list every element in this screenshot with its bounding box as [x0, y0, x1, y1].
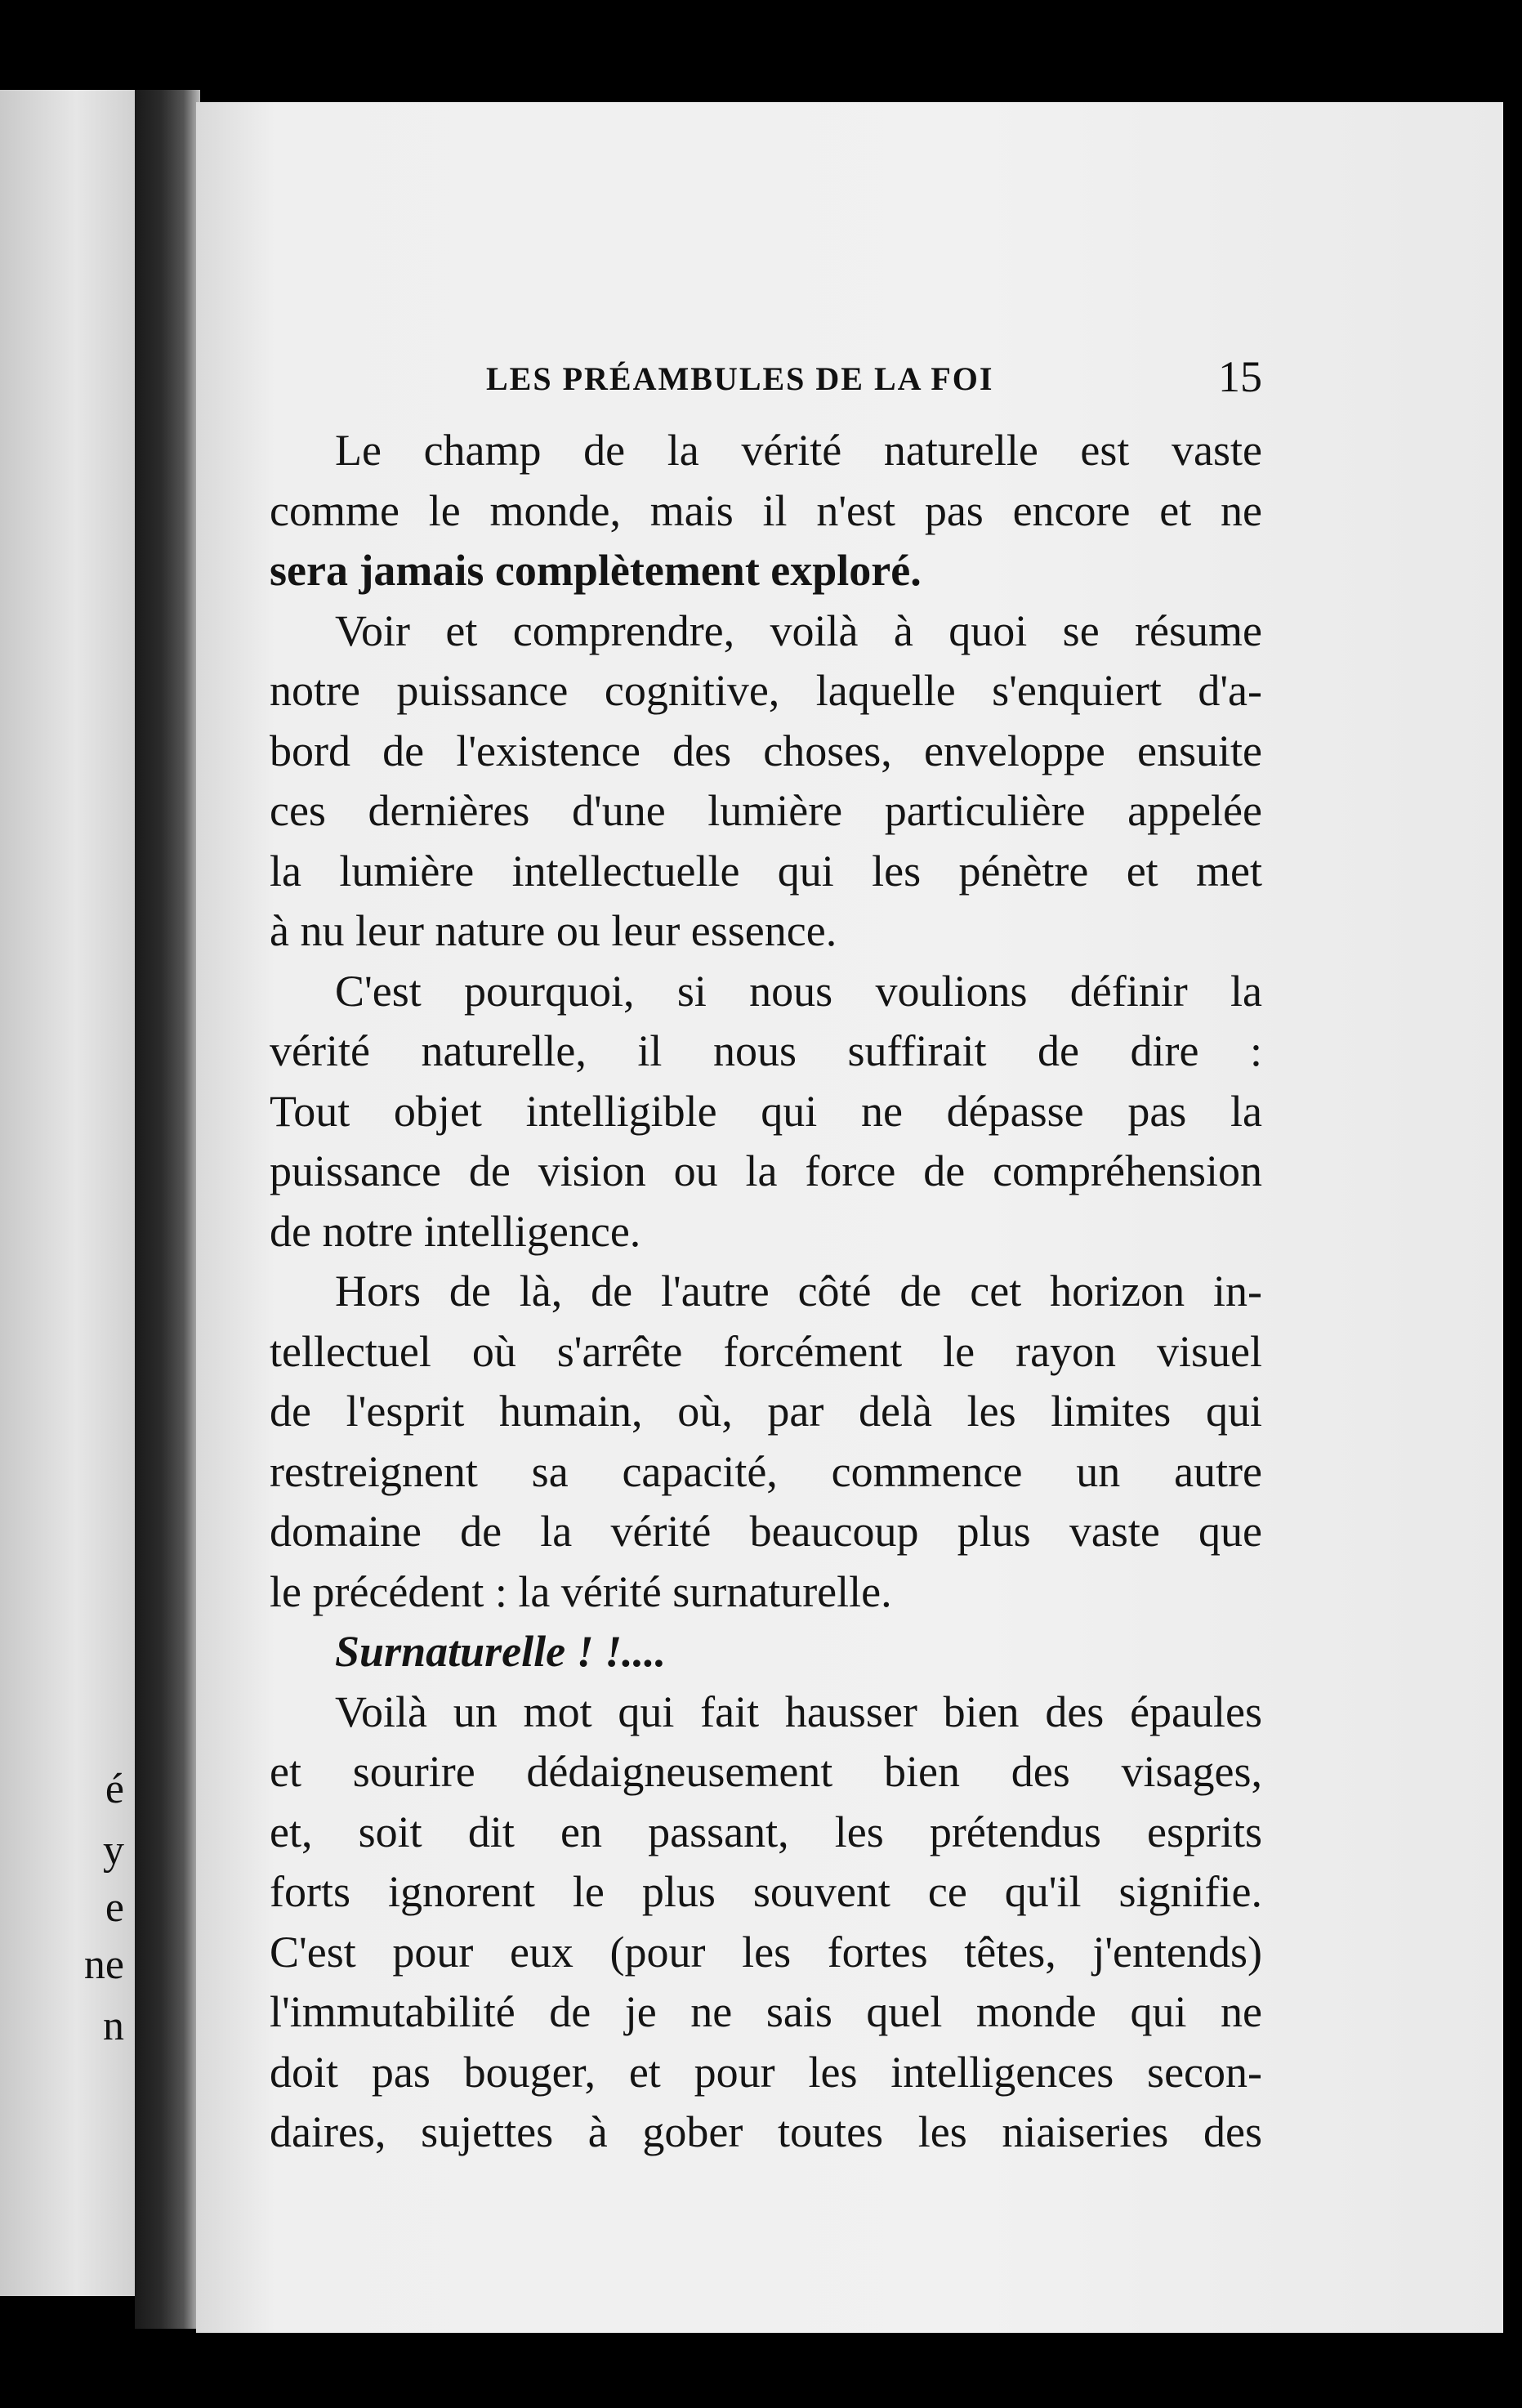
text-line: l'immutabilité de je ne sais quel monde qui ne [270, 1987, 1262, 2036]
page-header [290, 351, 1262, 417]
text-line: sera jamais complètement exploré. [270, 546, 922, 595]
facing-letter: n [103, 2003, 124, 2049]
text-line: vérité naturelle, il nous suffirait de dire : [270, 1026, 1262, 1075]
text-line: bord de l'existence des choses, enveloppe ensuite [270, 726, 1262, 775]
text-line: à nu leur nature ou leur essence. [270, 906, 837, 955]
text-line: daires, sujettes à gober toutes les niaiseries des [270, 2107, 1262, 2156]
text-line: tellectuel où s'arrête forcément le rayon visuel [270, 1326, 1262, 1376]
text-line: Surnaturelle ! !.... [335, 1627, 667, 1676]
text-line: ces dernières d'une lumière particulière appelée [270, 786, 1262, 835]
text-line: notre puissance cognitive, laquelle s'enquiert d'a- [270, 666, 1262, 715]
text-line: le précédent : la vérité surnaturelle. [270, 1566, 892, 1616]
text-line: doit pas bouger, et pour les intelligences secon- [270, 2047, 1262, 2097]
text-line: Voir et comprendre, voilà à quoi se résume [335, 605, 1262, 655]
text-line: et sourire dédaigneusement bien des visages, [270, 1747, 1262, 1796]
text-line: puissance de vision ou la force de compréhension [270, 1146, 1262, 1195]
text-line: Voilà un mot qui fait hausser bien des épaules [335, 1686, 1262, 1736]
text-line: Tout objet intelligible qui ne dépasse pas la [270, 1086, 1262, 1136]
facing-page-letters [0, 90, 139, 2296]
text-line: la lumière intellectuelle qui les pénètre et met [270, 846, 1262, 896]
text-line: Le champ de la vérité naturelle est vaste [335, 426, 1262, 475]
text-line: et, soit dit en passant, les prétendus esprits [270, 1807, 1262, 1856]
running-title: LES PRÉAMBULES DE LA FOI [486, 360, 994, 397]
text-line: de l'esprit humain, où, par delà les limites qui [270, 1387, 1262, 1436]
binding-gutter [135, 90, 200, 2329]
text-line: C'est pour eux (pour les fortes têtes, j'entends) [270, 1927, 1262, 1977]
facing-letter: é [105, 1766, 124, 1812]
text-line: forts ignorent le plus souvent ce qu'il signifie. [270, 1867, 1262, 1916]
facing-page-edge [0, 90, 139, 2296]
text-line: Hors de là, de l'autre côté de cet horizon in- [335, 1267, 1262, 1316]
facing-letter: y [103, 1827, 124, 1874]
text-line: domaine de la vérité beaucoup plus vaste que [270, 1507, 1262, 1556]
facing-letter: ne [83, 1941, 124, 1988]
body-text [270, 421, 1262, 2163]
text-line: de notre intelligence. [270, 1206, 641, 1256]
page-number: 15 [1218, 352, 1262, 401]
facing-letter: e [105, 1884, 124, 1931]
text-line: restreignent sa capacité, commence un autre [270, 1446, 1262, 1496]
text-line: C'est pourquoi, si nous voulions définir la [335, 966, 1262, 1016]
text-line: comme le monde, mais il n'est pas encore et ne [270, 485, 1262, 535]
